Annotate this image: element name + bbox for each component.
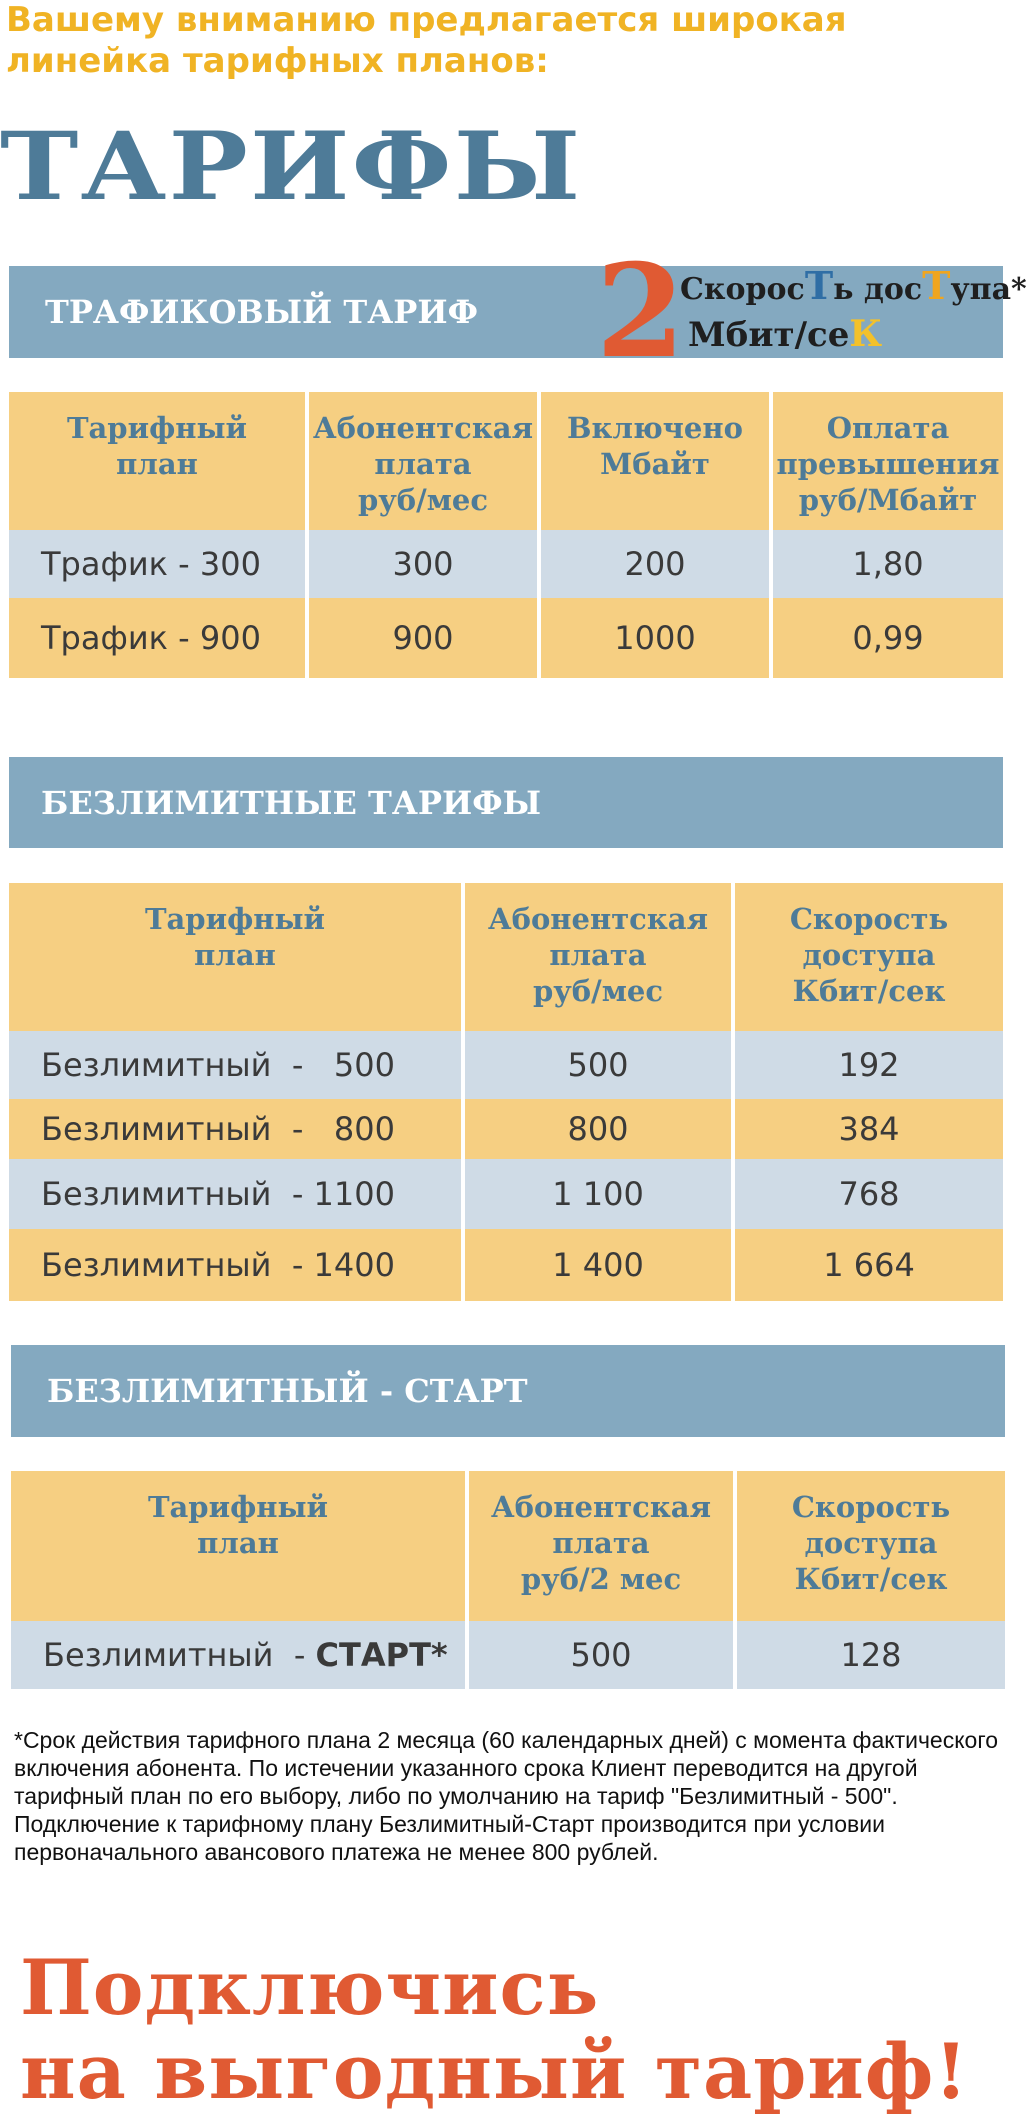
access-speed: 384 xyxy=(731,1099,1003,1159)
access-speed: 128 xyxy=(733,1621,1005,1689)
access-speed: 1 664 xyxy=(731,1229,1003,1301)
column-header: Скорость доступа Кбит/сек xyxy=(731,883,1003,1031)
column-header: Тарифный план xyxy=(11,1471,465,1621)
column-header: Тарифный план xyxy=(9,392,305,530)
table-row xyxy=(9,1099,1003,1159)
speed-label-part: ь дос xyxy=(833,272,923,307)
speed-label-accent: Т xyxy=(922,263,951,308)
column-header: Абонентская плата руб/мес xyxy=(305,392,537,530)
traffic-tariff-title: ТРАФИКОВЫЙ ТАРИФ xyxy=(45,293,478,331)
fee-two-months: 500 xyxy=(465,1621,733,1689)
table-row xyxy=(9,1229,1003,1301)
footnote: *Срок действия тарифного плана 2 месяца (60 календарных дней) с момента фактического включения абонента. По истечении указанного срока Клиент переводится на другой тарифный план по его выбору, либо по умолчанию на тариф "Безлимитный - 500". Подключение к тарифному плану Безлимитный-Старт производится при условии первоначального авансового платежа не менее 800 рублей. xyxy=(14,1727,999,1865)
speed-unit-part: Мбит/се xyxy=(688,315,850,355)
speed-badge xyxy=(596,237,1027,387)
call-to-action xyxy=(20,1943,969,2116)
unlimited-start-title: БЕЗЛИМИТНЫЙ - СТАРТ xyxy=(47,1372,528,1410)
traffic-table xyxy=(9,392,1003,678)
plan-name: Трафик - 300 xyxy=(9,530,305,598)
page-title: ТАРИФЫ xyxy=(0,112,583,222)
overage-price: 0,99 xyxy=(769,598,1003,678)
monthly-fee: 300 xyxy=(305,530,537,598)
intro-line-2: линейка тарифных планов: xyxy=(6,41,549,81)
intro-line-1: Вашему вниманию предлагается широкая xyxy=(6,0,847,40)
speed-unit-accent: К xyxy=(849,313,883,355)
speed-label-part: упа* xyxy=(950,272,1027,307)
cta-line-2: на выгодный тариф! xyxy=(20,2027,969,2116)
access-speed: 192 xyxy=(731,1031,1003,1099)
start-table xyxy=(11,1471,1005,1689)
table-header-row xyxy=(11,1471,1005,1621)
plan-name: Безлимитный - 1100 xyxy=(9,1159,461,1229)
monthly-fee: 500 xyxy=(461,1031,731,1099)
plan-name: Безлимитный - 1400 xyxy=(9,1229,461,1301)
unlimited-tariffs-title: БЕЗЛИМИТНЫЕ ТАРИФЫ xyxy=(41,783,542,822)
speed-label xyxy=(680,263,1027,308)
access-speed: 768 xyxy=(731,1159,1003,1229)
table-row xyxy=(9,1031,1003,1099)
intro-text xyxy=(6,0,1026,82)
table-row xyxy=(9,598,1003,678)
speed-label-part: Скорос xyxy=(680,272,805,307)
column-header: Включено Мбайт xyxy=(537,392,769,530)
plan-name xyxy=(11,1621,465,1689)
monthly-fee: 900 xyxy=(305,598,537,678)
plan-name-part: Безлимитный - xyxy=(43,1636,316,1674)
monthly-fee: 1 400 xyxy=(461,1229,731,1301)
unlimited-table xyxy=(9,883,1003,1301)
plan-name: Безлимитный - 800 xyxy=(9,1099,461,1159)
included-mb: 1000 xyxy=(537,598,769,678)
column-header: Абонентская плата руб/2 мес xyxy=(465,1471,733,1621)
unlimited-start-header xyxy=(11,1345,1005,1437)
speed-number: 2 xyxy=(596,237,686,387)
plan-name: Трафик - 900 xyxy=(9,598,305,678)
table-header-row xyxy=(9,392,1003,530)
plan-name: Безлимитный - 500 xyxy=(9,1031,461,1099)
speed-unit xyxy=(688,314,882,355)
cta-line-1: Подключись xyxy=(20,1943,600,2032)
speed-label-accent: Т xyxy=(804,263,834,308)
column-header: Скорость доступа Кбит/сек xyxy=(733,1471,1005,1621)
column-header: Абонентская плата руб/мес xyxy=(461,883,731,1031)
monthly-fee: 800 xyxy=(461,1099,731,1159)
table-header-row xyxy=(9,883,1003,1031)
overage-price: 1,80 xyxy=(769,530,1003,598)
unlimited-tariffs-header xyxy=(9,757,1003,848)
table-row xyxy=(9,530,1003,598)
column-header: Тарифный план xyxy=(9,883,461,1031)
plan-name-emphasis: СТАРТ* xyxy=(315,1636,448,1674)
column-header: Оплата превышения руб/Мбайт xyxy=(769,392,1003,530)
monthly-fee: 1 100 xyxy=(461,1159,731,1229)
table-row xyxy=(9,1159,1003,1229)
table-row xyxy=(11,1621,1005,1689)
included-mb: 200 xyxy=(537,530,769,598)
